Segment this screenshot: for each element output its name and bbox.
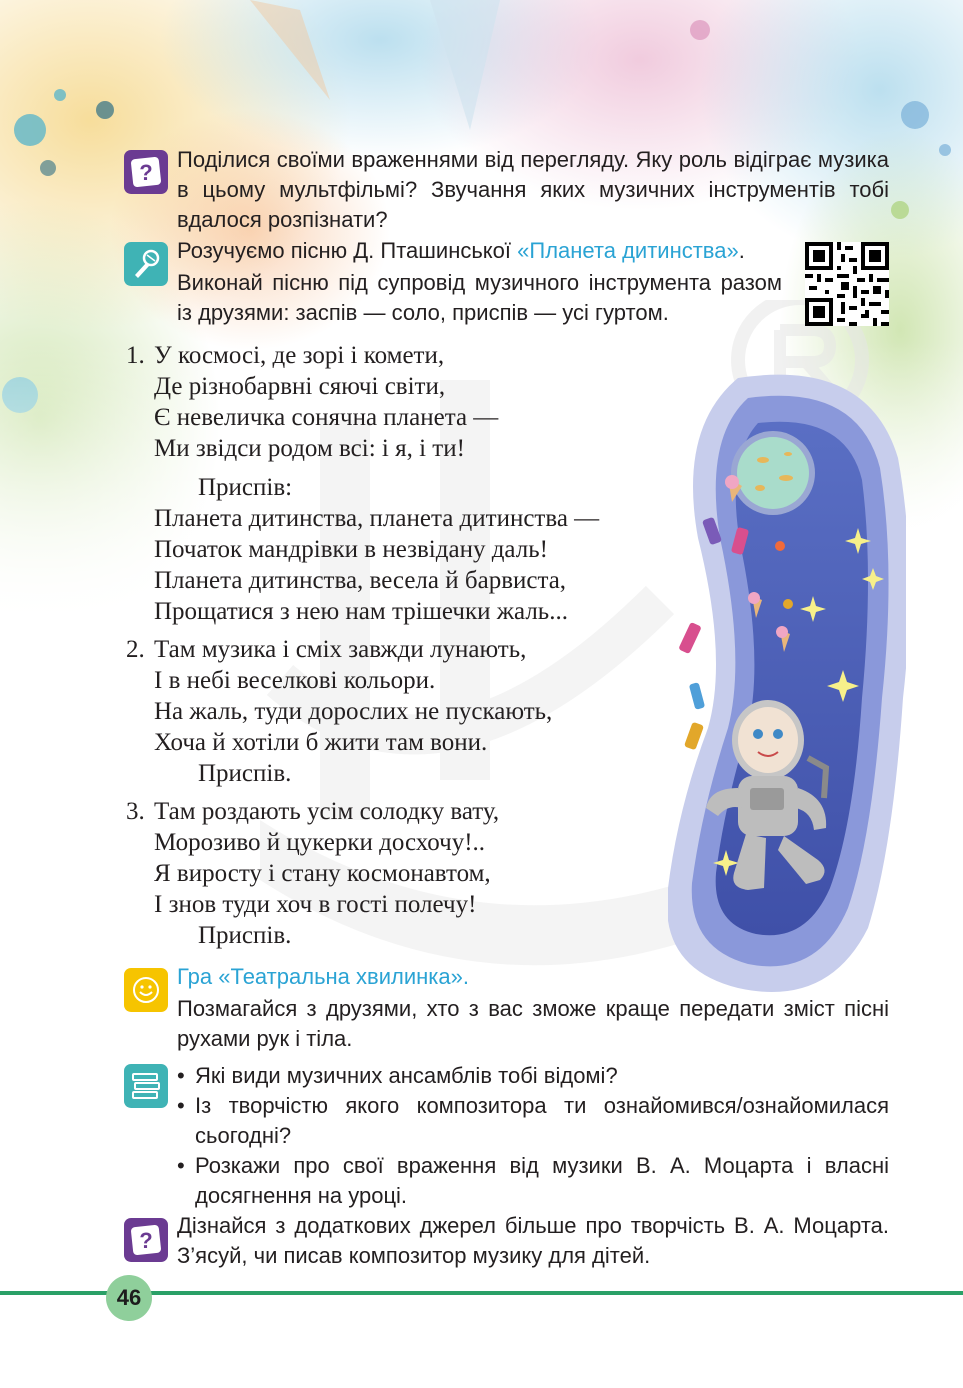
list-item: • Розкажи про свої враження від музики В. А. Моцарта і власні досягнення на уроці.	[177, 1151, 889, 1211]
refrain-label: Приспів.	[198, 760, 292, 787]
lyric-line: Ми звідси родом всі: і я, і ти!	[154, 435, 465, 462]
lyric-line: Де різнобарвні сяючі світи,	[154, 373, 446, 400]
game-text: Позмагайся з друзями, хто з вас зможе краще передати зміст пісні рухами рук і тіла.	[177, 996, 889, 1051]
stanza-1	[126, 340, 686, 464]
lyric-line: На жаль, туди дорослих не пускають,	[154, 698, 553, 725]
books-icon	[124, 1064, 168, 1108]
game-title: Гра «Театральна хвилинка».	[177, 964, 469, 989]
stanza-3	[126, 796, 686, 951]
lyric-line: Морозиво й цукерки досхочу!..	[154, 829, 486, 856]
song-title-link[interactable]: «Планета дитинства»	[517, 238, 739, 263]
refrain-title: Приспів:	[198, 474, 293, 501]
song-instruction: Виконай пісню під супровід музичного інструмента разом із друзями: заспів — соло, приспів — усі гуртом.	[177, 270, 782, 325]
stanza-number: 2.	[126, 636, 145, 663]
question-icon	[124, 150, 168, 194]
lyric-line: І знов туди хоч в гості полечу!	[154, 891, 477, 918]
lyric-line: Прощатися з нею нам трішечки жаль...	[154, 598, 568, 625]
lyric-line: Початок мандрівки в незвідану даль!	[154, 536, 548, 563]
question-text: Поділися своїми враженнями від перегляду. Яку роль відіграє музика в цьому мультфільмі? Звучання яких музичних інструментів тобі вдалося розпізнати?	[177, 147, 889, 232]
refrain-label: Приспів.	[198, 922, 292, 949]
refrain	[126, 472, 686, 627]
smiley-icon	[124, 968, 168, 1012]
lyric-line: Там роздають усім солодку вату,	[154, 798, 500, 825]
question-icon	[124, 1218, 168, 1262]
lyric-line: І в небі веселкові кольори.	[154, 667, 436, 694]
svg-text:?: ?	[139, 1228, 153, 1253]
lyric-line: Я виросту і стану космонавтом,	[154, 860, 491, 887]
question-text: Дізнайся з додаткових джерел більше про творчість В. А. Моцарта. З’ясуй, чи писав композитор музику для дітей.	[177, 1213, 889, 1268]
song-intro	[177, 236, 797, 266]
lyric-line: У космосі, де зорі і комети,	[154, 342, 445, 369]
lyric-line: Є невеличка сонячна планета —	[154, 404, 499, 431]
list-item: • Які види музичних ансамблів тобі відомі?	[177, 1061, 889, 1091]
song-intro-text: Розучуємо пісню Д. Пташинської	[177, 238, 518, 263]
lyric-line: Планета дитинства, планета дитинства —	[154, 505, 600, 532]
review-questions	[177, 1061, 889, 1211]
lyric-line: Планета дитинства, весела й барвиста,	[154, 567, 567, 594]
qr-code[interactable]	[805, 242, 889, 326]
song-intro-end: .	[738, 238, 745, 263]
stanza-2	[126, 634, 686, 789]
stanza-number: 1.	[126, 342, 145, 369]
list-item: • Із творчістю якого композитора ти ознайомився/ознайомилася сьогодні?	[177, 1091, 889, 1151]
lyric-line: Хоча й хотіли б жити там вони.	[154, 729, 488, 756]
page-number: 46	[106, 1275, 152, 1321]
stanza-number: 3.	[126, 798, 145, 825]
lyric-line: Там музика і сміх завжди лунають,	[154, 636, 527, 663]
astronaut-illustration	[668, 368, 906, 1000]
microphone-icon	[124, 242, 168, 286]
svg-text:?: ?	[139, 160, 153, 185]
